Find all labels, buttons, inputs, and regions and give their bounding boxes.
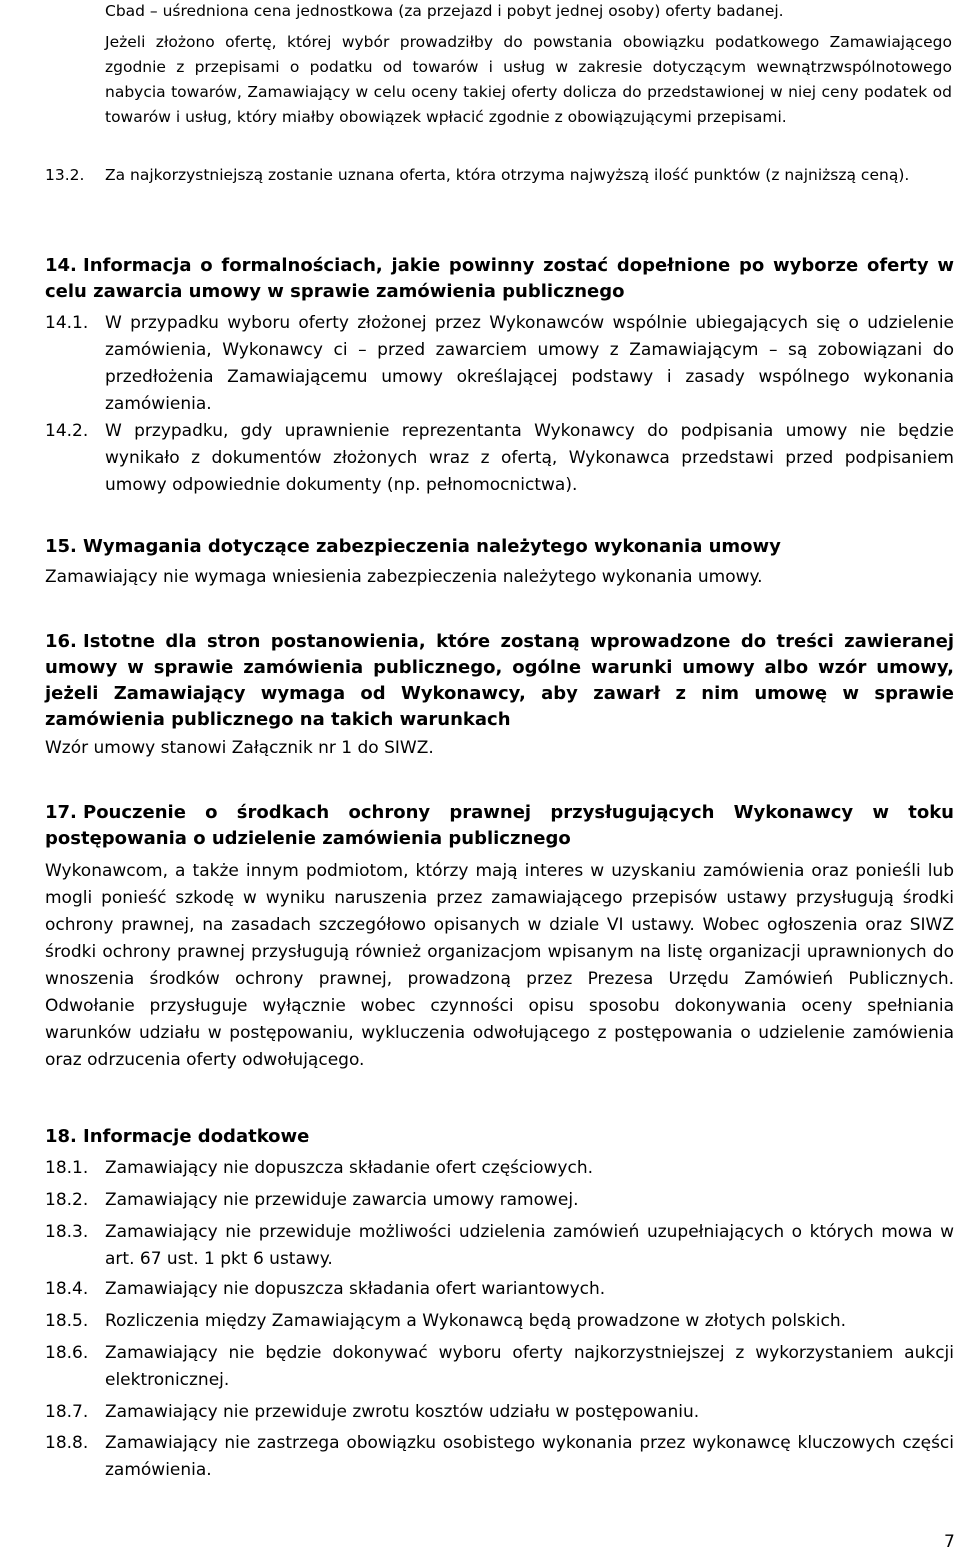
section-number: 15.	[45, 536, 77, 557]
section-number: 16.	[45, 631, 77, 652]
section-14-heading	[45, 253, 954, 305]
item-text: Zamawiający nie dopuszcza składania ofert wariantowych.	[105, 1279, 606, 1299]
section-title: Istotne dla stron postanowienia, które zostaną wprowadzone do treści zawieranej umowy w sprawie zamówienia publicznego, ogólne warunki umowy albo wzór umowy, jeżeli Zamawiający wymaga od Wykonawcy, aby zawarł z nim umowę w sprawie zamówienia publicznego na takich warunkach	[45, 631, 954, 730]
section-title: Informacje dodatkowe	[83, 1126, 310, 1147]
item-text: Zamawiający nie zastrzega obowiązku osobistego wykonania przez wykonawcę kluczowych części zamówienia.	[105, 1433, 954, 1480]
section-15-body: Zamawiający nie wymaga wniesienia zabezpieczenia należytego wykonania umowy.	[45, 567, 763, 587]
item-14-1	[45, 310, 954, 418]
item-number: 18.5.	[45, 1311, 89, 1331]
section-title: Pouczenie o środkach ochrony prawnej przysługujących Wykonawcy w toku postępowania o udzielenie zamówienia publicznego	[45, 802, 954, 849]
item-18-2	[45, 1187, 954, 1214]
item-number: 18.8.	[45, 1433, 89, 1453]
section-number: 18.	[45, 1126, 77, 1147]
item-number: 18.3.	[45, 1222, 89, 1242]
section-16-heading	[45, 629, 954, 733]
section-17-body: Wykonawcom, a także innym podmiotom, którzy mają interes w uzyskaniu zamówienia oraz ponieśli lub mogli ponieść szkodę w wyniku naruszenia przez zamawiającego przepisów ustawy przysługują środki ochrony prawnej, na zasadach szczegółowo opisanych w dziale VI ustawy. Wobec ogłoszenia oraz SIWZ środki ochrony prawnej przysługują również organizacjom wpisanym na listę organizacji uprawnionych do wnoszenia środków ochrony prawnej, prowadzoną przez Prezesa Urzędu Zamówień Publicznych. Odwołanie przysługuje wyłącznie wobec czynności opisu sposobu dokonywania oceny spełniania warunków udziału w postępowaniu, wykluczenia odwołującego z postępowania o udzielenie zamówienia oraz odrzucenia oferty odwołującego.	[45, 861, 954, 1070]
item-18-5	[45, 1308, 954, 1335]
item-number: 14.1.	[45, 313, 89, 333]
item-18-1	[45, 1155, 954, 1182]
section-16-body: Wzór umowy stanowi Załącznik nr 1 do SIWZ.	[45, 738, 434, 758]
section-18-heading	[45, 1124, 954, 1150]
item-number: 18.1.	[45, 1158, 89, 1178]
item-number: 13.2.	[45, 166, 85, 184]
item-text: W przypadku wyboru oferty złożonej przez Wykonawców wspólnie ubiegających się o udzielenie zamówienia, Wykonawcy ci – przed zawarciem umowy z Zamawiającym – są zobowiązani do przedłożenia Zamawiającemu umowy określającej podstawy i zasady wspólnego wykonania zamówienia.	[105, 313, 954, 414]
item-13-2	[45, 163, 954, 188]
item-text: Zamawiający nie przewiduje zwrotu kosztów udziału w postępowaniu.	[105, 1402, 700, 1422]
item-number: 18.6.	[45, 1343, 89, 1363]
item-number: 14.2.	[45, 421, 89, 441]
item-text: Zamawiający nie przewiduje możliwości udzielenia zamówień uzupełniających o których mowa w art. 67 ust. 1 pkt 6 ustawy.	[105, 1222, 954, 1269]
page-number: 7	[944, 1532, 955, 1552]
item-number: 18.7.	[45, 1402, 89, 1422]
item-18-6	[45, 1340, 954, 1394]
section-15-heading	[45, 534, 954, 560]
item-text: W przypadku, gdy uprawnienie reprezentanta Wykonawcy do podpisania umowy nie będzie wynikało z dokumentów złożonych wraz z ofertą, Wykonawca przedstawi przed podpisaniem umowy odpowiednie dokumenty (np. pełnomocnictwa).	[105, 421, 954, 495]
section-number: 14.	[45, 255, 77, 276]
item-text: Zamawiający nie będzie dokonywać wyboru oferty najkorzystniejszej z wykorzystaniem aukcji elektronicznej.	[105, 1343, 954, 1390]
item-number: 18.2.	[45, 1190, 89, 1210]
item-14-2	[45, 418, 954, 499]
section-17-heading	[45, 800, 954, 852]
cbad-definition-line: Cbad – uśredniona cena jednostkowa (za przejazd i pobyt jednej osoby) oferty badanej.	[105, 2, 784, 20]
item-text: Rozliczenia między Zamawiającym a Wykonawcą będą prowadzone w złotych polskich.	[105, 1311, 847, 1331]
vat-paragraph: Jeżeli złożono ofertę, której wybór prowadziłby do powstania obowiązku podatkowego Zamawiającego zgodnie z przepisami o podatku od towarów i usług w zakresie dotyczącym wewnątrzwspólnotowego nabycia towarów, Zamawiający w celu oceny takiej oferty dolicza do przedstawionej w niej ceny podatek od towarów i usług, który miałby obowiązek wpłacić zgodnie z obowiązującymi przepisami.	[105, 33, 952, 126]
item-text: Zamawiający nie przewiduje zawarcia umowy ramowej.	[105, 1190, 579, 1210]
item-18-7	[45, 1399, 954, 1426]
item-18-8	[45, 1430, 954, 1484]
item-18-4	[45, 1276, 954, 1303]
section-title: Wymagania dotyczące zabezpieczenia należytego wykonania umowy	[83, 536, 781, 557]
section-title: Informacja o formalnościach, jakie powinny zostać dopełnione po wyborze oferty w celu zawarcia umowy w sprawie zamówienia publicznego	[45, 255, 954, 302]
item-number: 18.4.	[45, 1279, 89, 1299]
item-text: Za najkorzystniejszą zostanie uznana oferta, która otrzyma najwyższą ilość punktów (z najniższą ceną).	[105, 166, 910, 184]
section-number: 17.	[45, 802, 77, 823]
item-18-3	[45, 1219, 954, 1273]
item-text: Zamawiający nie dopuszcza składanie ofert częściowych.	[105, 1158, 593, 1178]
